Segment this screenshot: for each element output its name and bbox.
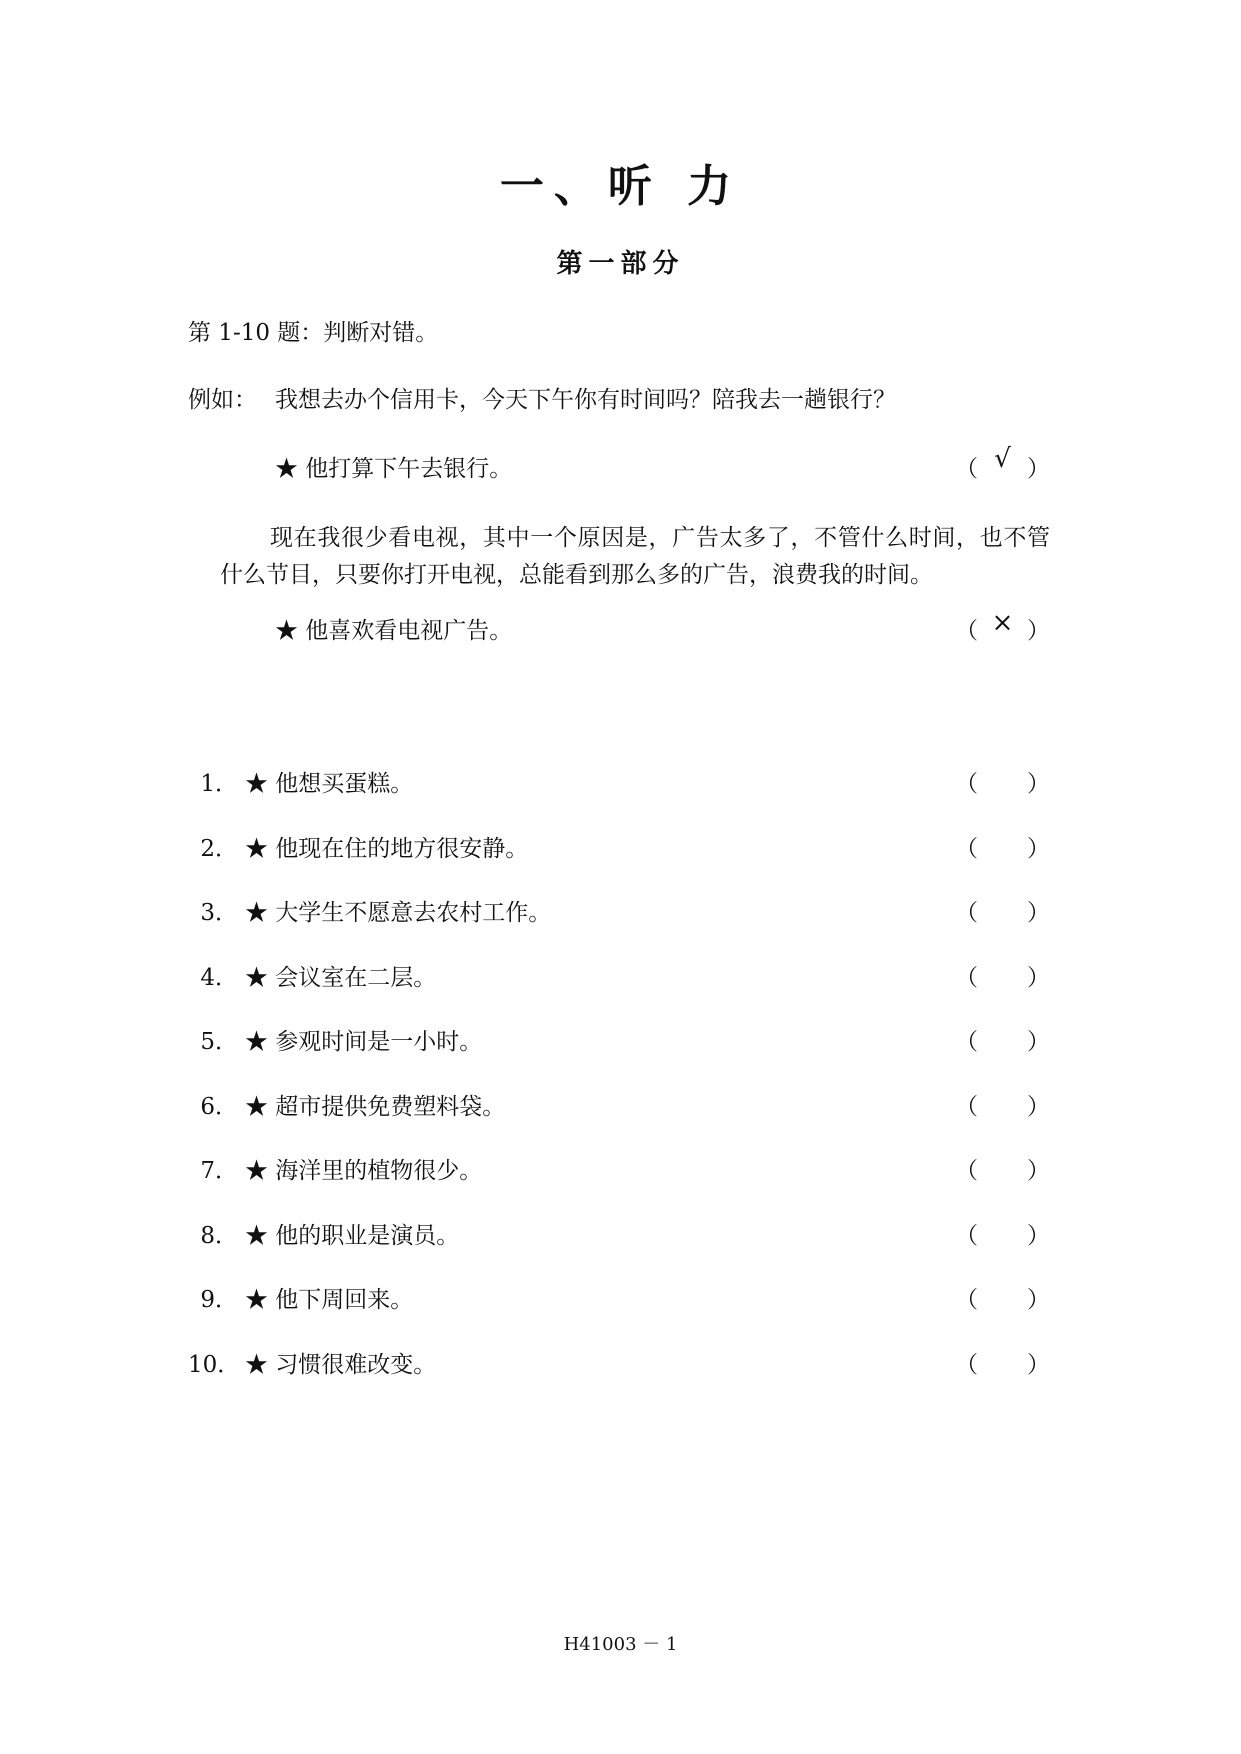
question-number: 9．: [200, 1287, 238, 1313]
paren-close: ）: [1027, 456, 1050, 482]
instructions: 第 1-10 题：判断对错。: [188, 320, 439, 346]
paren-open: （: [955, 1094, 978, 1120]
paren-open: （: [955, 1352, 978, 1378]
check-mark: √: [994, 444, 1011, 474]
paren-close: ）: [1027, 1094, 1050, 1120]
question-statement: ★ 习惯很难改变。: [245, 1352, 437, 1378]
page-footer: H41003 － 1: [563, 1634, 678, 1655]
paren-close: ）: [1027, 1223, 1050, 1249]
example2-statement: ★ 他喜欢看电视广告。: [275, 618, 513, 644]
question-number: 7．: [200, 1158, 238, 1184]
question-statement: ★ 他现在住的地方很安静。: [245, 836, 529, 862]
question-number: 1．: [200, 771, 238, 797]
question-number: 6．: [200, 1094, 238, 1120]
question-statement: ★ 他下周回来。: [245, 1287, 414, 1313]
example1-statement: ★ 他打算下午去银行。: [275, 456, 513, 482]
paren-open: （: [955, 618, 978, 644]
paren-open: （: [955, 1287, 978, 1313]
question-statement: ★ 会议室在二层。: [245, 965, 437, 991]
example2-text: 现在我很少看电视，其中一个原因是，广告太多了，不管什么时间，也不管什么节目，只要你打开电视，总能看到那么多的广告，浪费我的时间。: [220, 525, 1050, 588]
paren-close: ）: [1027, 1029, 1050, 1055]
cross-mark: ×: [991, 608, 1014, 638]
question-statement: ★ 参观时间是一小时。: [245, 1029, 483, 1055]
question-statement: ★ 大学生不愿意去农村工作。: [245, 900, 552, 926]
question-number: 3．: [200, 900, 238, 926]
paren-close: ）: [1027, 836, 1050, 862]
example-label: 例如：: [188, 387, 257, 413]
paren-open: （: [955, 771, 978, 797]
paren-close: ）: [1027, 1158, 1050, 1184]
question-number: 4．: [200, 965, 238, 991]
example1-text: 我想去办个信用卡，今天下午你有时间吗？陪我去一趟银行？: [275, 387, 896, 413]
paren-close: ）: [1027, 1287, 1050, 1313]
paren-close: ）: [1027, 618, 1050, 644]
question-statement: ★ 海洋里的植物很少。: [245, 1158, 483, 1184]
section-title: 一、听 力: [499, 161, 742, 212]
question-statement: ★ 他的职业是演员。: [245, 1223, 460, 1249]
paren-open: （: [955, 836, 978, 862]
paren-open: （: [955, 1158, 978, 1184]
paren-open: （: [955, 1223, 978, 1249]
paren-close: ）: [1027, 1352, 1050, 1378]
question-number: 5．: [200, 1029, 238, 1055]
paren-close: ）: [1027, 965, 1050, 991]
part-title: 第一部分: [556, 249, 685, 279]
paren-open: （: [955, 900, 978, 926]
question-number: 10．: [188, 1352, 241, 1378]
question-statement: ★ 他想买蛋糕。: [245, 771, 414, 797]
paren-open: （: [955, 965, 978, 991]
question-number: 8．: [200, 1223, 238, 1249]
paren-open: （: [955, 456, 978, 482]
paren-close: ）: [1027, 900, 1050, 926]
paren-open: （: [955, 1029, 978, 1055]
question-statement: ★ 超市提供免费塑料袋。: [245, 1094, 506, 1120]
question-number: 2．: [200, 836, 238, 862]
paren-close: ）: [1027, 771, 1050, 797]
